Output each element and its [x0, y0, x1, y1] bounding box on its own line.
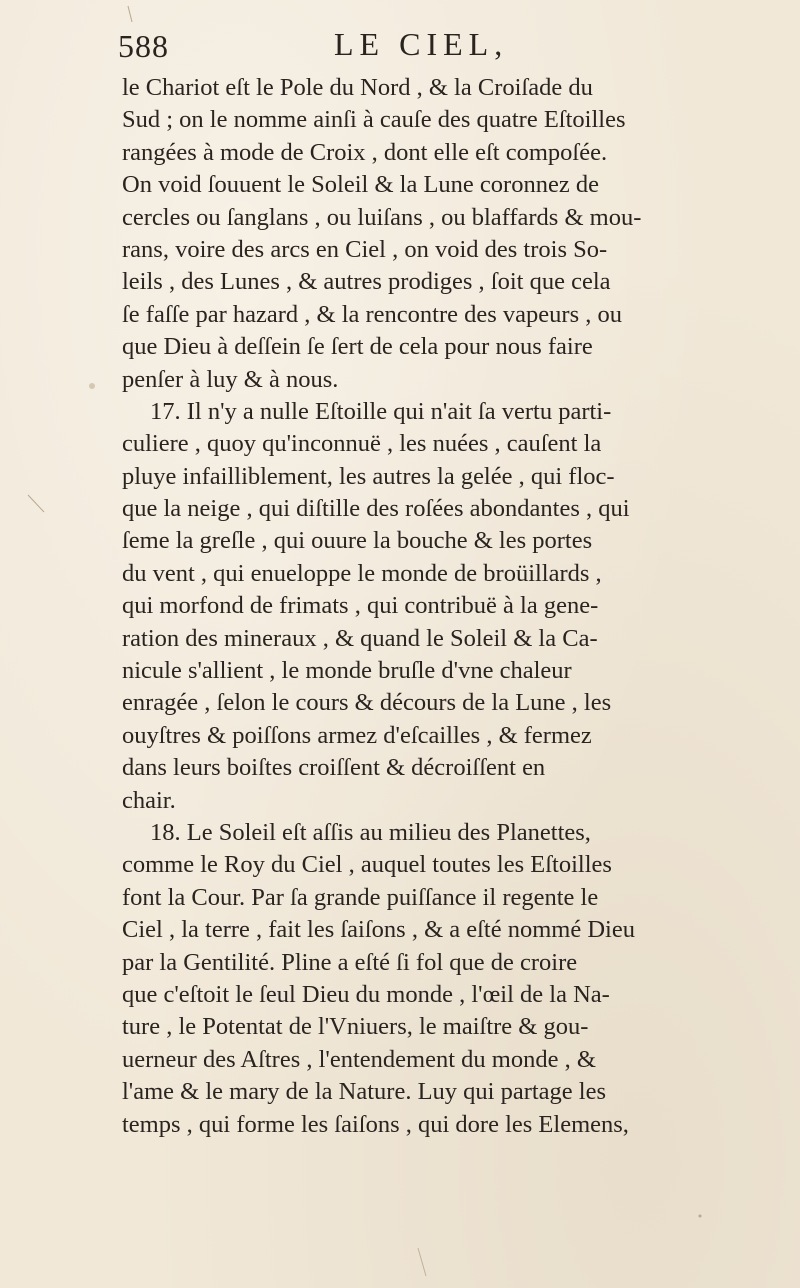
page-header — [118, 22, 718, 68]
text-line: ouyſtres & poiſſons armez d'eſcailles , & fermez — [122, 721, 592, 749]
running-head: LE CIEL, — [334, 26, 509, 62]
paper-mark — [418, 1248, 426, 1276]
text-line: Sud ; on le nomme ainſi à cauſe des quatre Eſtoilles — [122, 106, 626, 134]
text-line: que la neige , qui diſtille des roſées abondantes , qui — [122, 495, 630, 523]
text-line: dans leurs boiſtes croiſſent & décroiſſent en — [122, 754, 546, 782]
text-line: penſer à luy & à nous. — [122, 365, 339, 393]
text-line: ſeme la greſle , qui ouure la bouche & les portes — [122, 527, 593, 555]
text-line: rans, voire des arcs en Ciel , on void des trois So- — [122, 235, 608, 263]
text-line: pluye infailliblement, les autres la gelée , qui floc- — [122, 462, 615, 490]
paper-speck — [89, 383, 95, 389]
text-line: chair. — [122, 786, 176, 814]
paper-mark — [128, 6, 132, 22]
text-line: rangées à mode de Croix , dont elle eſt compoſée. — [122, 138, 608, 166]
text-line: par la Gentilité. Pline a eſté ſi fol que de croire — [122, 948, 578, 976]
text-line: cercles ou ſanglans , ou luiſans , ou blaffards & mou- — [122, 203, 642, 231]
text-line: que c'eſtoit le ſeul Dieu du monde , l'œil de la Na- — [122, 980, 610, 1008]
paper-speck — [699, 1215, 702, 1218]
paper-mark — [28, 495, 44, 512]
text-line: temps , qui forme les ſaiſons , qui dore les Elemens, — [122, 1110, 629, 1138]
text-line: leils , des Lunes , & autres prodiges , ſoit que cela — [122, 268, 611, 296]
text-line: enragée , ſelon le cours & décours de la Lune , les — [122, 689, 612, 717]
text-line: l'ame & le mary de la Nature. Luy qui partage les — [122, 1078, 607, 1106]
paragraph-18-start: 18. Le Soleil eſt aſſis au milieu des Planettes, — [150, 818, 591, 846]
text-line: uerneur des Aſtres , l'entendement du monde , & — [122, 1045, 596, 1073]
text-line: le Chariot eſt le Pole du Nord , & la Croiſade du — [122, 74, 593, 101]
text-line: comme le Roy du Ciel , auquel toutes les Eſtoilles — [122, 851, 612, 879]
text-line: nicule s'allient , le monde bruſle d'vne chaleur — [122, 657, 572, 685]
text-line: qui morfond de frimats , qui contribuë à la gene- — [122, 592, 599, 620]
text-line: du vent , qui enueloppe le monde de broüillards , — [122, 559, 602, 587]
paragraph-17-start: 17. Il n'y a nulle Eſtoille qui n'ait ſa vertu parti- — [150, 397, 612, 425]
page-number: 588 — [118, 28, 169, 64]
body-text — [122, 72, 782, 1141]
text-line: ration des mineraux , & quand le Soleil & la Ca- — [122, 624, 598, 652]
text-line: ture , le Potentat de l'Vniuers, le maiſtre & gou- — [122, 1013, 589, 1041]
text-line: On void ſouuent le Soleil & la Lune coronnez de — [122, 171, 599, 199]
text-line: culiere , quoy qu'inconnuë , les nuées , cauſent la — [122, 430, 602, 458]
text-line: font la Cour. Par ſa grande puiſſance il regente le — [122, 883, 599, 911]
text-line: ſe faſſe par hazard , & la rencontre des vapeurs , ou — [122, 300, 622, 328]
text-line: que Dieu à deſſein ſe ſert de cela pour nous faire — [122, 333, 593, 361]
text-line: Ciel , la terre , fait les ſaiſons , & a eſté nommé Dieu — [122, 916, 635, 944]
